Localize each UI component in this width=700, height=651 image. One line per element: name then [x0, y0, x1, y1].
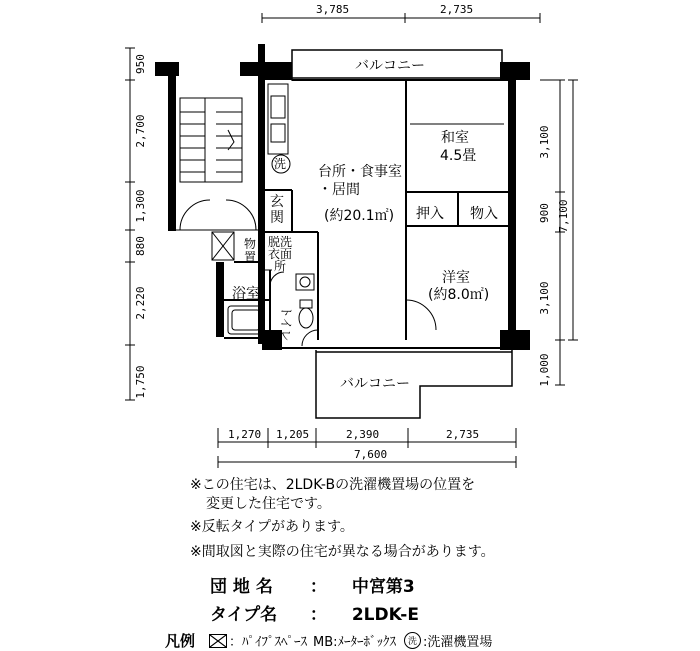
monoire-label: 物入 — [470, 206, 498, 222]
dressing-label-2: 衣面 — [268, 247, 293, 261]
washer-mark — [272, 155, 290, 173]
dim-right-4: 1,000 — [538, 353, 551, 387]
balcony-bottom-label: バルコニー — [340, 376, 410, 392]
mono-label-2: 置 — [244, 250, 257, 264]
toilet-label: トイレ — [279, 306, 293, 342]
dim-left-5: 2,220 — [134, 286, 147, 320]
balcony-top-label: バルコニー — [355, 58, 425, 74]
note-line-1: ※この住宅は、2LDK-Bの洗濯機置場の位置を — [190, 477, 476, 493]
dressing-label-3: 所 — [274, 259, 287, 273]
dim-right-3: 3,100 — [538, 281, 551, 315]
note-line-2: 変更した住宅です。 — [206, 496, 331, 512]
type-value: 2LDK-E — [351, 605, 419, 625]
dim-left-2: 2,700 — [134, 114, 147, 148]
ldk-label-1: 台所・食事室 — [318, 164, 402, 180]
washer-mark-label: 洗 — [274, 157, 287, 171]
genkan-label-1: 玄 — [270, 194, 284, 210]
legend-pipe-text: ：ﾊﾟｲﾌﾟｽﾍﾟｰｽ — [229, 635, 308, 650]
danchi-row — [210, 572, 415, 597]
danchi-value: 中宮第3 — [351, 577, 415, 597]
dim-bottom-4: 2,735 — [446, 428, 480, 441]
legend-mb-text: MB:ﾒｰﾀｰﾎﾞｯｸｽ — [313, 635, 397, 650]
dim-bottom-3: 2,390 — [346, 428, 380, 441]
dim-top-2: 2,735 — [440, 3, 474, 16]
toilet-fixture — [299, 300, 313, 328]
ldk-label-2: ・居間 — [318, 182, 360, 198]
ldk-size: (約20.1㎡) — [324, 208, 395, 224]
washstand — [296, 274, 314, 290]
washer-symbol-icon: 洗 — [404, 632, 421, 649]
dim-right-1: 3,100 — [538, 125, 551, 159]
type-separator: ： — [309, 605, 327, 625]
youshitsu-size: (約8.0㎡) — [428, 287, 490, 303]
dim-right-total: 7,100 — [557, 199, 570, 233]
youshitsu-name: 洋室 — [442, 270, 470, 286]
danchi-separator: ： — [309, 577, 327, 597]
dressing-label-1: 脱洗 — [268, 235, 293, 249]
dim-left-1: 950 — [134, 54, 147, 74]
staircase — [180, 98, 242, 182]
bath-label: 浴室 — [232, 286, 260, 302]
note-line-4: ※間取図と実際の住宅が異なる場合があります。 — [190, 544, 495, 560]
legend-label: 凡例 — [165, 632, 196, 650]
dim-left-4: 880 — [134, 236, 147, 256]
dim-top-1: 3,785 — [316, 3, 350, 16]
dim-right-2: 900 — [538, 203, 551, 223]
legend-washer-text: :洗濯機置場 — [423, 635, 493, 650]
left-dimension — [125, 48, 135, 400]
type-label: タイプ名 — [210, 605, 278, 625]
type-row — [210, 600, 419, 625]
kitchen-counter — [268, 84, 288, 154]
top-dimension — [262, 13, 540, 23]
washitsu-size: 4.5畳 — [440, 148, 477, 164]
danchi-label: 団 地 名 — [210, 577, 273, 597]
dim-left-3: 1,300 — [134, 189, 147, 223]
legend — [165, 630, 492, 651]
dim-bottom-1: 1,270 — [228, 428, 262, 441]
dim-bottom-2: 1,205 — [276, 428, 310, 441]
dim-left-6: 1,750 — [134, 365, 147, 399]
pipe-space-icon — [209, 634, 227, 648]
dim-bottom-total: 7,600 — [354, 448, 388, 461]
stair-door — [176, 200, 258, 230]
washitsu-name: 和室 — [441, 130, 469, 146]
genkan-label-2: 関 — [270, 210, 284, 226]
oshiire-label: 押入 — [416, 206, 444, 222]
mono-label-1: 物 — [244, 237, 257, 251]
pipe-space — [212, 232, 234, 260]
note-line-3: ※反転タイプがあります。 — [190, 519, 354, 535]
